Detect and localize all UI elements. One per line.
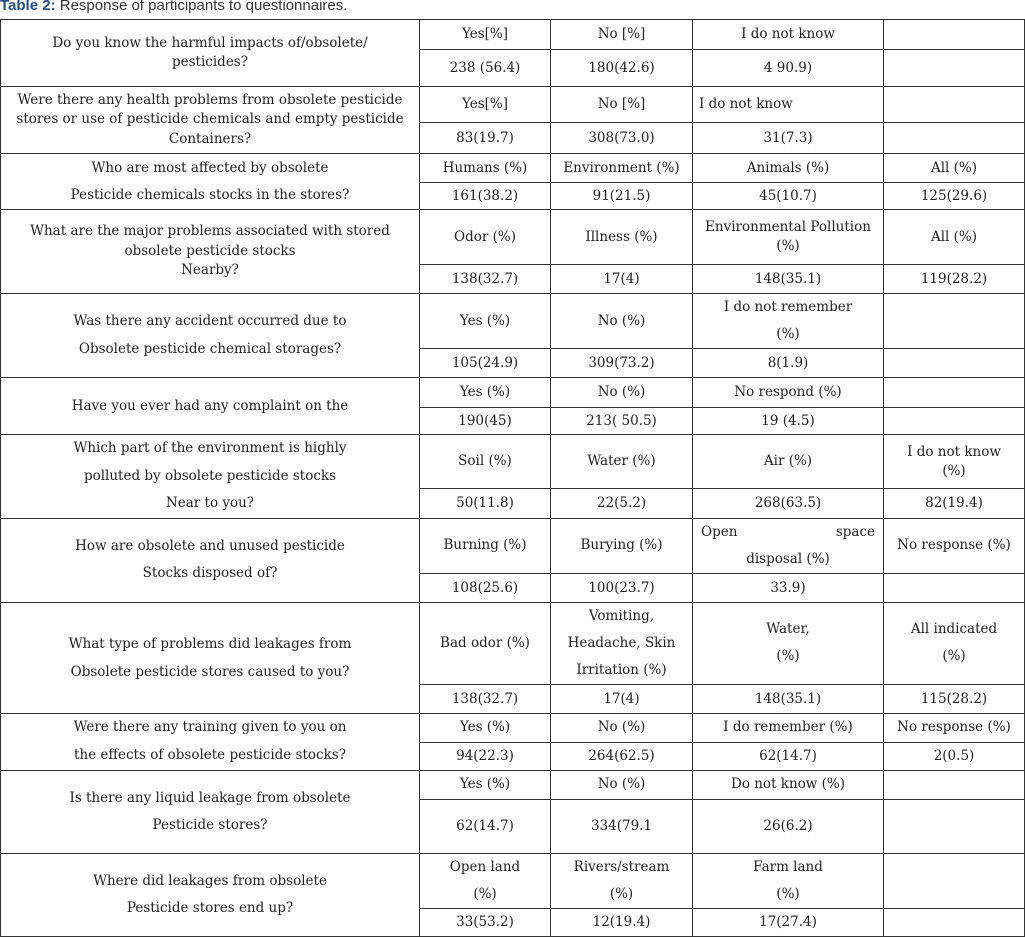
cell-line: Water (%) xyxy=(587,453,656,470)
option-header-cell xyxy=(420,770,551,799)
option-header-cell xyxy=(884,378,1025,408)
cell-line: Do not know (%) xyxy=(731,776,845,792)
cell-line: All (%) xyxy=(930,159,978,176)
cell-line: Soil (%) xyxy=(458,453,512,470)
value-cell xyxy=(884,123,1025,154)
cell-line: (%) xyxy=(776,238,800,254)
cell-word: Open xyxy=(701,523,738,540)
question-row xyxy=(1,770,1025,799)
option-header-cell xyxy=(551,210,693,265)
cell-word: space xyxy=(835,523,875,540)
value-cell: 91(21.5) xyxy=(551,183,693,210)
value-cell xyxy=(884,349,1025,378)
option-header-cell xyxy=(884,518,1025,573)
cell-line: Is there any liquid leakage from obsolete xyxy=(69,789,351,806)
cell-line: Vomiting, xyxy=(588,607,655,624)
question-cell xyxy=(1,87,420,154)
value-cell xyxy=(884,799,1025,853)
value-cell: 138(32.7) xyxy=(420,265,551,294)
cell-line: I do remember (%) xyxy=(723,719,853,735)
question-row xyxy=(1,87,1025,123)
cell-line: (%) xyxy=(609,885,634,902)
cell-line xyxy=(699,519,877,546)
value-cell: 268(63.5) xyxy=(693,489,884,518)
option-header-cell xyxy=(693,378,884,408)
value-cell: 309(73.2) xyxy=(551,349,693,378)
cell-line: Yes (%) xyxy=(459,776,511,792)
option-header-cell xyxy=(551,770,693,799)
cell-line: Burying (%) xyxy=(580,537,663,553)
option-header-cell xyxy=(693,294,884,349)
value-cell: 264(62.5) xyxy=(551,742,693,770)
option-header-cell xyxy=(551,518,693,573)
value-cell: 45(10.7) xyxy=(693,183,884,210)
table-caption xyxy=(0,0,347,15)
option-header-cell xyxy=(884,770,1025,799)
option-header-cell xyxy=(420,87,551,123)
value-cell: 8(1.9) xyxy=(693,349,884,378)
cell-line: No (%) xyxy=(597,312,646,329)
value-cell xyxy=(884,908,1025,936)
option-header-cell xyxy=(420,435,551,489)
cell-line: stores or use of pesticide chemicals and empty pesticide xyxy=(16,111,404,128)
option-header-cell xyxy=(551,713,693,742)
cell-line: Pesticide chemicals stocks in the stores? xyxy=(70,186,350,203)
value-cell xyxy=(884,408,1025,435)
cell-line: No [%] xyxy=(597,96,646,112)
cell-line: Which part of the environment is highly xyxy=(73,440,347,456)
option-header-cell xyxy=(693,20,884,50)
cell-line: Irritation (%) xyxy=(576,661,667,678)
cell-line: Near to you? xyxy=(165,495,255,511)
question-cell xyxy=(1,518,420,602)
option-header-cell xyxy=(420,378,551,408)
value-cell: 82(19.4) xyxy=(884,489,1025,518)
cell-line: All (%) xyxy=(930,228,978,245)
question-cell xyxy=(1,770,420,853)
question-cell xyxy=(1,294,420,378)
question-cell xyxy=(1,210,420,294)
cell-line: Odor (%) xyxy=(454,228,516,245)
cell-line: Environment (%) xyxy=(563,159,680,176)
cell-line: Environmental Pollution xyxy=(705,219,871,235)
cell-line: Yes (%) xyxy=(459,719,511,735)
question-cell xyxy=(1,435,420,519)
value-cell xyxy=(884,50,1025,87)
cell-line: Humans (%) xyxy=(442,159,528,176)
cell-line: Yes[%] xyxy=(461,96,509,112)
option-header-cell xyxy=(551,435,693,489)
cell-line: What type of problems did leakages from xyxy=(68,635,352,652)
option-header-cell xyxy=(420,602,551,684)
option-header-cell xyxy=(693,602,884,684)
question-cell xyxy=(1,378,420,435)
value-cell: 31(7.3) xyxy=(693,123,884,154)
question-row xyxy=(1,378,1025,408)
value-cell: 213( 50.5) xyxy=(551,408,693,435)
option-header-cell xyxy=(551,20,693,50)
cell-line: Yes (%) xyxy=(459,312,511,329)
question-row xyxy=(1,154,1025,183)
option-header-cell xyxy=(884,853,1025,908)
value-cell: 50(11.8) xyxy=(420,489,551,518)
cell-line: Burning (%) xyxy=(443,537,527,553)
cell-line: Obsolete pesticide stores caused to you? xyxy=(70,663,350,680)
cell-line: pesticides? xyxy=(172,54,248,70)
value-cell: 4 90.9) xyxy=(693,50,884,87)
value-cell: 148(35.1) xyxy=(693,684,884,713)
cell-line: No (%) xyxy=(597,384,646,400)
value-cell: 308(73.0) xyxy=(551,123,693,154)
value-cell: 26(6.2) xyxy=(693,799,884,853)
cell-line: What are the major problems associated with stored xyxy=(30,223,390,240)
cell-line: No response (%) xyxy=(897,537,1011,553)
option-header-cell xyxy=(551,602,693,684)
question-row xyxy=(1,435,1025,489)
value-cell: 238 (56.4) xyxy=(420,50,551,87)
option-header-cell xyxy=(693,518,884,573)
question-row xyxy=(1,713,1025,742)
value-cell: 19 (4.5) xyxy=(693,408,884,435)
option-header-cell xyxy=(551,853,693,908)
value-cell: 33.9) xyxy=(693,573,884,602)
cell-line: Containers? xyxy=(168,130,252,147)
value-cell: 62(14.7) xyxy=(693,742,884,770)
option-header-cell xyxy=(884,210,1025,265)
question-row xyxy=(1,20,1025,50)
value-cell: 115(28.2) xyxy=(884,684,1025,713)
cell-line: Obsolete pesticide chemical storages? xyxy=(78,340,342,357)
value-cell: 180(42.6) xyxy=(551,50,693,87)
cell-line: Were there any health problems from obsolete pesticide xyxy=(17,91,403,108)
cell-line: (%) xyxy=(776,326,800,342)
cell-line: obsolete pesticide stocks xyxy=(124,242,296,259)
option-header-cell xyxy=(693,435,884,489)
cell-line: No response (%) xyxy=(897,719,1011,735)
cell-line: Bad odor (%) xyxy=(440,634,530,651)
question-cell xyxy=(1,602,420,713)
caption-label: Table 2: xyxy=(0,0,56,14)
survey-table xyxy=(0,19,1025,937)
option-header-cell xyxy=(420,518,551,573)
option-header-cell xyxy=(884,87,1025,123)
option-header-cell xyxy=(420,154,551,183)
value-cell: 2(0.5) xyxy=(884,742,1025,770)
question-cell xyxy=(1,713,420,770)
value-cell: 17(4) xyxy=(551,684,693,713)
cell-line: disposal (%) xyxy=(746,550,830,567)
cell-line: Yes (%) xyxy=(459,384,511,400)
value-cell: 62(14.7) xyxy=(420,799,551,853)
cell-line: Animals (%) xyxy=(746,159,830,176)
question-row xyxy=(1,294,1025,349)
cell-line: Where did leakages from obsolete xyxy=(93,872,327,889)
option-header-cell xyxy=(693,210,884,265)
cell-line: Pesticide stores? xyxy=(152,816,268,833)
question-row xyxy=(1,210,1025,265)
question-cell xyxy=(1,154,420,210)
question-cell xyxy=(1,20,420,87)
value-cell: 12(19.4) xyxy=(551,908,693,936)
cell-line: Pesticide stores end up? xyxy=(126,899,294,916)
cell-line: I do not know xyxy=(741,26,835,42)
option-header-cell xyxy=(420,853,551,908)
cell-line: I do not remember xyxy=(723,299,853,315)
cell-line: (%) xyxy=(942,648,966,664)
cell-line: Illness (%) xyxy=(585,228,658,245)
cell-line: I do not know xyxy=(699,96,793,112)
option-header-cell xyxy=(551,378,693,408)
cell-line: Rivers/stream xyxy=(573,858,670,875)
value-cell: 17(4) xyxy=(551,265,693,294)
option-header-cell xyxy=(693,713,884,742)
cell-line: No (%) xyxy=(597,719,646,735)
cell-line: I do not know xyxy=(907,443,1001,460)
cell-line: Open land xyxy=(449,858,521,875)
value-cell: 33(53.2) xyxy=(420,908,551,936)
question-row xyxy=(1,518,1025,573)
option-header-cell xyxy=(420,713,551,742)
option-header-cell xyxy=(551,294,693,349)
value-cell: 334(79.1 xyxy=(551,799,693,853)
value-cell: 161(38.2) xyxy=(420,183,551,210)
cell-line: Have you ever had any complaint on the xyxy=(71,397,349,414)
value-cell xyxy=(884,573,1025,602)
cell-line: (%) xyxy=(942,462,966,479)
value-cell: 138(32.7) xyxy=(420,684,551,713)
cell-line: the effects of obsolete pesticide stocks? xyxy=(74,746,346,763)
option-header-cell xyxy=(884,294,1025,349)
value-cell: 148(35.1) xyxy=(693,265,884,294)
option-header-cell xyxy=(884,154,1025,183)
option-header-cell xyxy=(551,87,693,123)
option-header-cell xyxy=(884,713,1025,742)
question-row xyxy=(1,602,1025,684)
caption-text: Response of participants to questionnaires. xyxy=(55,0,348,14)
cell-line: Headache, Skin xyxy=(567,634,676,651)
option-header-cell xyxy=(420,294,551,349)
option-header-cell xyxy=(884,435,1025,489)
option-header-cell xyxy=(693,154,884,183)
cell-line: No respond (%) xyxy=(734,384,842,400)
value-cell: 190(45) xyxy=(420,408,551,435)
cell-line: Stocks disposed of? xyxy=(142,565,278,581)
cell-line: Was there any accident occurred due to xyxy=(73,313,347,329)
value-cell: 108(25.6) xyxy=(420,573,551,602)
cell-line: Air (%) xyxy=(763,453,813,470)
question-cell xyxy=(1,853,420,936)
cell-line: Nearby? xyxy=(181,262,239,279)
option-header-cell xyxy=(693,853,884,908)
value-cell: 119(28.2) xyxy=(884,265,1025,294)
cell-line: Farm land xyxy=(753,858,823,875)
cell-line: polluted by obsolete pesticide stocks xyxy=(83,467,337,484)
cell-line: Were there any training given to you on xyxy=(73,719,347,735)
value-cell: 94(22.3) xyxy=(420,742,551,770)
cell-line: (%) xyxy=(776,885,800,902)
cell-line: Who are most affected by obsolete xyxy=(91,159,329,176)
cell-line: No (%) xyxy=(597,776,646,792)
cell-line: No [%] xyxy=(597,26,646,42)
value-cell: 83(19.7) xyxy=(420,123,551,154)
cell-line: How are obsolete and unused pesticide xyxy=(75,538,345,554)
cell-line: All indicated xyxy=(910,621,998,637)
option-header-cell xyxy=(420,20,551,50)
option-header-cell xyxy=(693,87,884,123)
cell-line: Water, xyxy=(766,621,810,637)
option-header-cell xyxy=(884,20,1025,50)
value-cell: 22(5.2) xyxy=(551,489,693,518)
value-cell: 17(27.4) xyxy=(693,908,884,936)
cell-line: (%) xyxy=(473,885,497,902)
option-header-cell xyxy=(884,602,1025,684)
value-cell: 105(24.9) xyxy=(420,349,551,378)
question-row xyxy=(1,853,1025,908)
option-header-cell xyxy=(693,770,884,799)
option-header-cell xyxy=(551,154,693,183)
value-cell: 100(23.7) xyxy=(551,573,693,602)
cell-line: Yes[%] xyxy=(461,26,509,42)
value-cell: 125(29.6) xyxy=(884,183,1025,210)
option-header-cell xyxy=(420,210,551,265)
cell-line: (%) xyxy=(776,648,800,664)
cell-line: Do you know the harmful impacts of/obsolete/ xyxy=(52,35,368,51)
